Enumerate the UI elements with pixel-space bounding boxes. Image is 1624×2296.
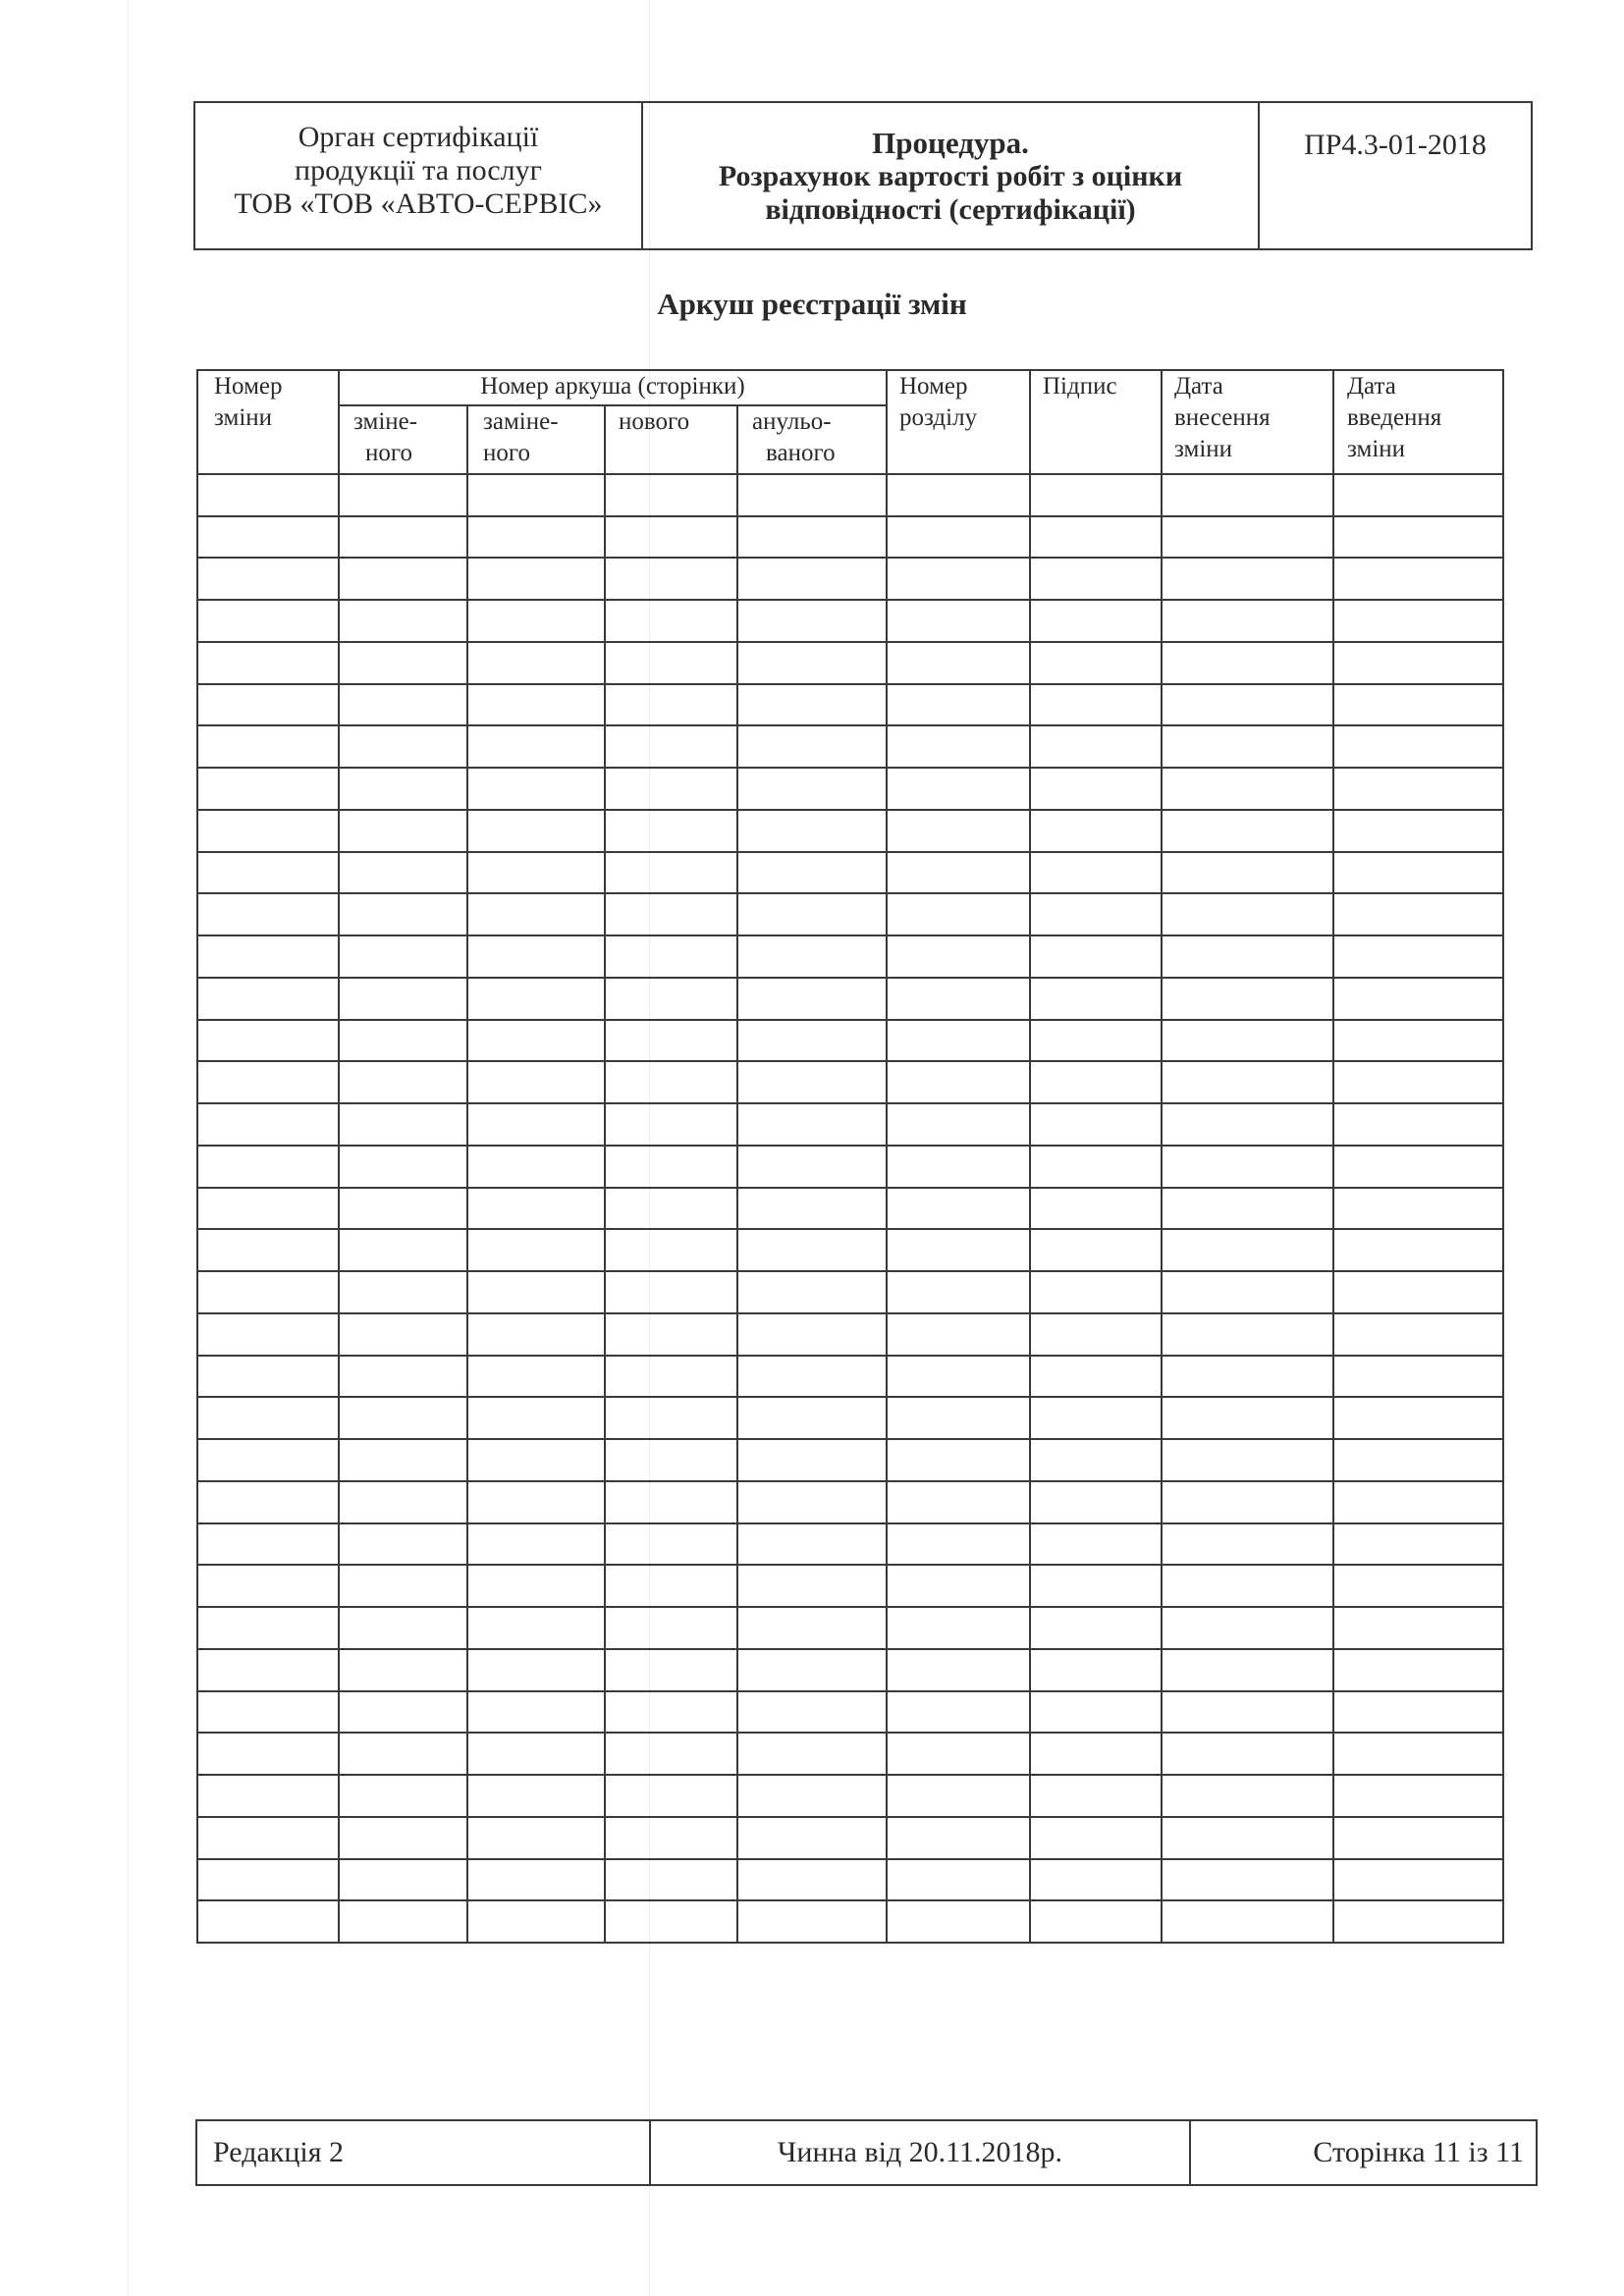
table-row-line — [198, 515, 1502, 517]
table-row-line — [198, 1270, 1502, 1272]
table-row-line — [198, 473, 1502, 475]
header-section-number — [899, 371, 977, 434]
table-row-line — [198, 1899, 1502, 1901]
column-divider — [1029, 371, 1031, 1942]
table-row-line — [198, 977, 1502, 979]
header-sheet-number-group: Номер аркуша (сторінки) — [480, 373, 745, 400]
procedure-title-cell — [643, 103, 1260, 248]
column-divider — [1332, 371, 1334, 1942]
organization-cell — [195, 103, 643, 248]
table-row-line — [198, 1732, 1502, 1734]
header-changed-line2: ного — [365, 440, 413, 466]
page-edge-line — [128, 0, 129, 2296]
table-row-line — [198, 1312, 1502, 1314]
table-row-line — [198, 1145, 1502, 1147]
header-cancelled-line2: ваного — [766, 440, 836, 466]
header-signature: Підпис — [1043, 373, 1117, 400]
header-date-entry-line1: Дата — [1174, 373, 1223, 400]
document-code-cell — [1260, 103, 1531, 248]
header-new: нового — [619, 408, 690, 435]
document-code: ПР4.3-01-2018 — [1304, 129, 1487, 161]
table-row-line — [198, 1774, 1502, 1776]
column-divider — [1161, 371, 1163, 1942]
header-replaced-line2: ного — [483, 440, 531, 466]
header-date-effect — [1347, 371, 1441, 465]
change-registration-table — [196, 369, 1504, 1944]
header-changed — [353, 406, 417, 469]
header-section-number-line1: Номер — [899, 373, 968, 400]
procedure-subtitle-1: Розрахунок вартості робіт з оцінки — [718, 160, 1183, 192]
table-row-line — [198, 1480, 1502, 1482]
header-changed-line1: зміне- — [353, 408, 418, 435]
column-divider — [736, 406, 738, 1942]
column-divider — [886, 371, 888, 1942]
table-row-line — [198, 1438, 1502, 1440]
table-row-line — [198, 1102, 1502, 1104]
page-number: Сторінка 11 із 11 — [1313, 2136, 1524, 2168]
header-section-number-line2: розділу — [899, 404, 978, 431]
header-date-entry-line2: внесення — [1174, 404, 1271, 431]
header-date-entry-line3: зміни — [1174, 436, 1233, 462]
table-row-line — [198, 767, 1502, 769]
header-cancelled — [752, 406, 836, 469]
edition: Редакція 2 — [197, 2121, 651, 2184]
table-row-line — [198, 851, 1502, 853]
org-line-2: продукції та послуг — [295, 154, 542, 187]
table-row-line — [198, 1019, 1502, 1021]
table-row-line — [198, 557, 1502, 559]
header-change-number-line1: Номер — [214, 373, 283, 400]
table-row-line — [198, 724, 1502, 726]
org-line-1: Орган сертифікації — [298, 121, 539, 153]
table-row-line — [198, 1228, 1502, 1230]
table-row-line — [198, 1606, 1502, 1608]
procedure-subtitle-2: відповідності (сертифікації) — [765, 193, 1136, 226]
header-date-effect-line2: введення — [1347, 404, 1442, 431]
table-row-line — [198, 1522, 1502, 1524]
table-row-line — [198, 1858, 1502, 1860]
table-row-line — [198, 1355, 1502, 1357]
header-replaced-line1: заміне- — [483, 408, 559, 435]
header-change-number — [214, 371, 283, 434]
table-row-line — [198, 641, 1502, 643]
table-row-line — [198, 1060, 1502, 1062]
table-row-line — [198, 1690, 1502, 1692]
table-row-line — [198, 892, 1502, 894]
table-row-line — [198, 1816, 1502, 1818]
table-row-line — [198, 1564, 1502, 1566]
column-divider — [466, 406, 468, 1942]
table-row-line — [198, 599, 1502, 601]
header-change-number-line2: зміни — [214, 404, 273, 431]
header-replaced — [483, 406, 559, 469]
header-date-effect-line1: Дата — [1347, 373, 1396, 400]
table-row-line — [198, 1396, 1502, 1398]
sheet-title: Аркуш реєстрації змін — [657, 287, 967, 321]
table-row-line — [198, 1187, 1502, 1189]
header-cancelled-line1: анульо- — [752, 408, 832, 435]
column-divider — [604, 406, 606, 1942]
column-divider — [338, 371, 340, 1942]
table-row-line — [198, 683, 1502, 685]
header-date-entry — [1174, 371, 1271, 465]
document-header — [193, 101, 1533, 250]
document-footer — [195, 2119, 1538, 2186]
header-date-effect-line3: зміни — [1347, 436, 1406, 462]
table-row-line — [198, 1648, 1502, 1650]
table-row-line — [198, 934, 1502, 936]
table-row-line — [198, 809, 1502, 811]
procedure-title: Процедура. — [872, 126, 1029, 160]
org-line-3: ТОВ «ТОВ «АВТО-СЕРВІС» — [234, 187, 603, 220]
valid-from: Чинна від 20.11.2018р. — [651, 2121, 1191, 2184]
